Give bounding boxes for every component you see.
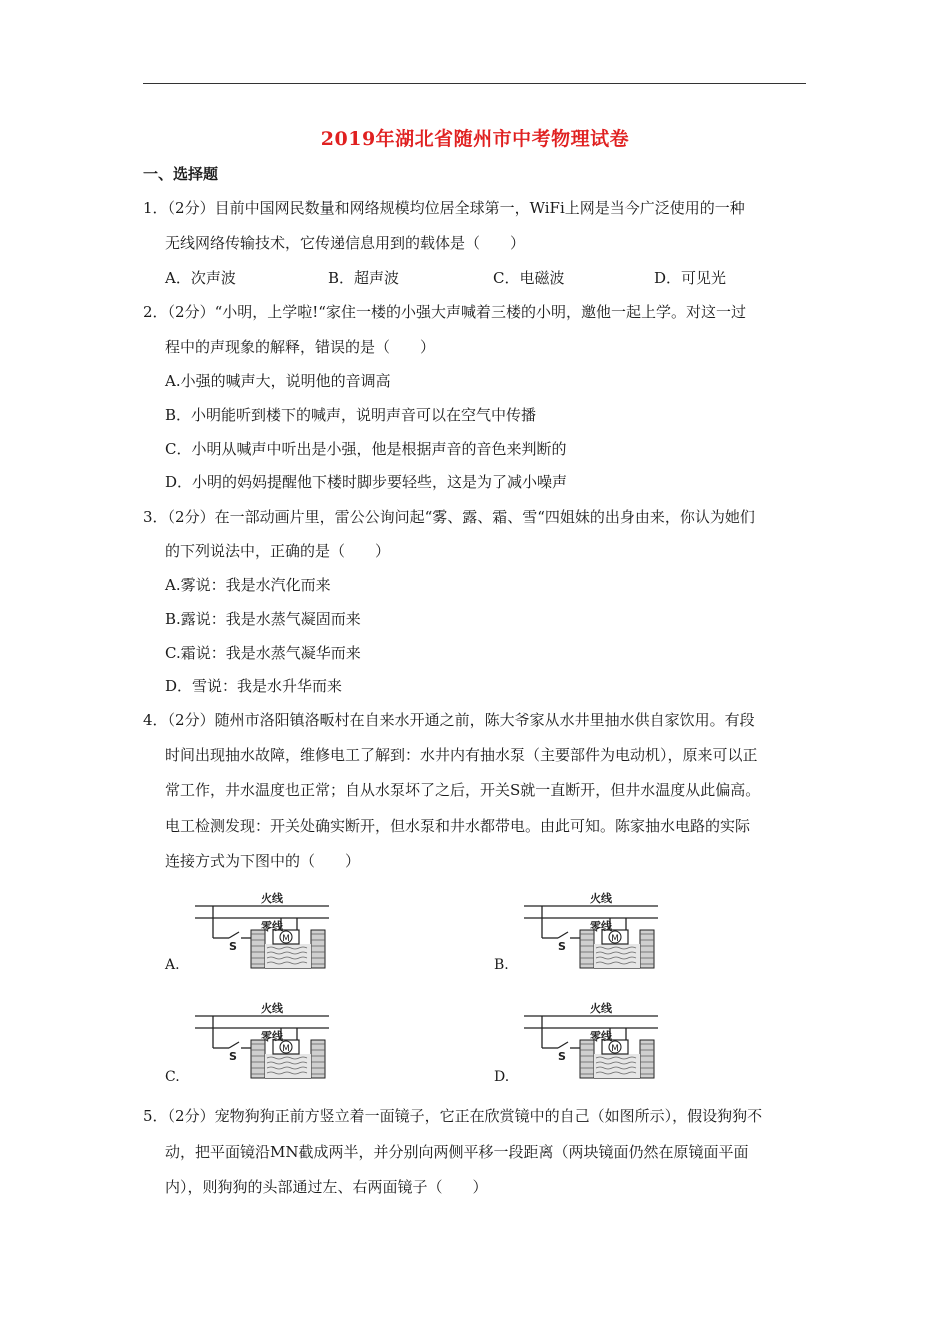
q3-option-c[interactable]: C.霜说：我是水蒸气凝华而来: [165, 644, 361, 662]
q2-option-a[interactable]: A.小强的喊声大，说明他的音调高: [165, 372, 391, 390]
q5-line-1: 5．（2分）宠物狗狗正前方竖立着一面镜子，它正在欣赏镜中的自己（如图所示），假设狗狗不: [143, 1107, 763, 1125]
svg-text:零线: 零线: [590, 1030, 612, 1043]
svg-text:S: S: [558, 940, 566, 953]
q3-option-a[interactable]: A.雾说：我是水汽化而来: [165, 576, 331, 594]
q2-option-d[interactable]: D．小明的妈妈提醒他下楼时脚步要轻些，这是为了减小噪声: [165, 473, 568, 491]
q1-option-b[interactable]: B．超声波: [328, 269, 400, 287]
q4-line-1: 4．（2分）随州市洛阳镇洛畈村在自来水开通之前，陈大爷家从水井里抽水供自家饮用。有段: [143, 711, 755, 729]
q5-line-2: 动，把平面镜沿MN截成两半，并分别向两侧平移一段距离（两块镜面仍然在原镜面平面: [165, 1143, 749, 1161]
svg-text:M: M: [282, 934, 290, 944]
svg-text:M: M: [282, 1044, 290, 1054]
svg-text:零线: 零线: [261, 920, 283, 933]
q4-option-a[interactable]: A.: [165, 957, 180, 973]
svg-text:零线: 零线: [590, 920, 612, 933]
q3-option-d[interactable]: D．雪说：我是水升华而来: [165, 677, 343, 695]
header-rule: [143, 83, 806, 84]
svg-text:火线: 火线: [261, 1002, 283, 1015]
q4-option-b[interactable]: B.: [494, 957, 509, 973]
svg-text:火线: 火线: [261, 892, 283, 905]
q4-circuit-diagram-a: [193, 888, 333, 970]
svg-text:火线: 火线: [590, 892, 612, 905]
q1-line-1: 1．（2分）目前中国网民数量和网络规模均位居全球第一，WiFi上网是当今广泛使用的一种: [143, 199, 745, 217]
q1-option-d[interactable]: D．可见光: [654, 269, 727, 287]
q4-circuit-diagram-c: [193, 998, 333, 1080]
q1-option-c[interactable]: C．电磁波: [493, 269, 565, 287]
q4-circuit-diagram-b: [522, 888, 662, 970]
section-heading: 一、选择题: [143, 165, 219, 183]
svg-text:火线: 火线: [590, 1002, 612, 1015]
svg-text:S: S: [229, 1050, 237, 1063]
svg-text:M: M: [611, 1044, 619, 1054]
q4-line-2: 时间出现抽水故障，维修电工了解到：水井内有抽水泵（主要部件为电动机），原来可以正: [165, 746, 758, 764]
svg-text:S: S: [229, 940, 237, 953]
q4-line-5: 连接方式为下图中的（ ）: [165, 852, 361, 870]
svg-text:S: S: [558, 1050, 566, 1063]
q2-line-1: 2．（2分）“小明，上学啦!“家住一楼的小强大声喊着三楼的小明，邀他一起上学。对这一过: [143, 303, 746, 321]
q2-option-c[interactable]: C．小明从喊声中听出是小强，他是根据声音的音色来判断的: [165, 440, 567, 458]
q3-option-b[interactable]: B.露说：我是水蒸气凝固而来: [165, 610, 361, 628]
q3-line-2: 的下列说法中，正确的是（ ）: [165, 542, 391, 560]
q2-option-b[interactable]: B．小明能听到楼下的喊声，说明声音可以在空气中传播: [165, 406, 537, 424]
q4-line-4: 电工检测发现：开关处确实断开，但水泵和井水都带电。由此可知。陈家抽水电路的实际: [165, 817, 751, 835]
q4-circuit-diagram-d: [522, 998, 662, 1080]
q2-line-2: 程中的声现象的解释，错误的是（ ）: [165, 338, 436, 356]
q4-option-c[interactable]: C.: [165, 1069, 180, 1085]
q3-line-1: 3．（2分）在一部动画片里，雷公公询问起“雾、露、霜、雪“四姐妹的出身由来，你认为她们: [143, 508, 755, 526]
q1-line-2: 无线网络传输技术，它传递信息用到的载体是（ ）: [165, 234, 526, 252]
q1-option-a[interactable]: A．次声波: [165, 269, 236, 287]
svg-text:零线: 零线: [261, 1030, 283, 1043]
q5-line-3: 内），则狗狗的头部通过左、右两面镜子（ ）: [165, 1178, 488, 1196]
page-title: 2019年湖北省随州市中考物理试卷: [320, 128, 630, 150]
svg-text:M: M: [611, 934, 619, 944]
q4-line-3: 常工作，井水温度也正常；自从水泵坏了之后，开关S就一直断开，但井水温度从此偏高。: [165, 781, 761, 799]
q4-option-d[interactable]: D.: [494, 1069, 510, 1085]
